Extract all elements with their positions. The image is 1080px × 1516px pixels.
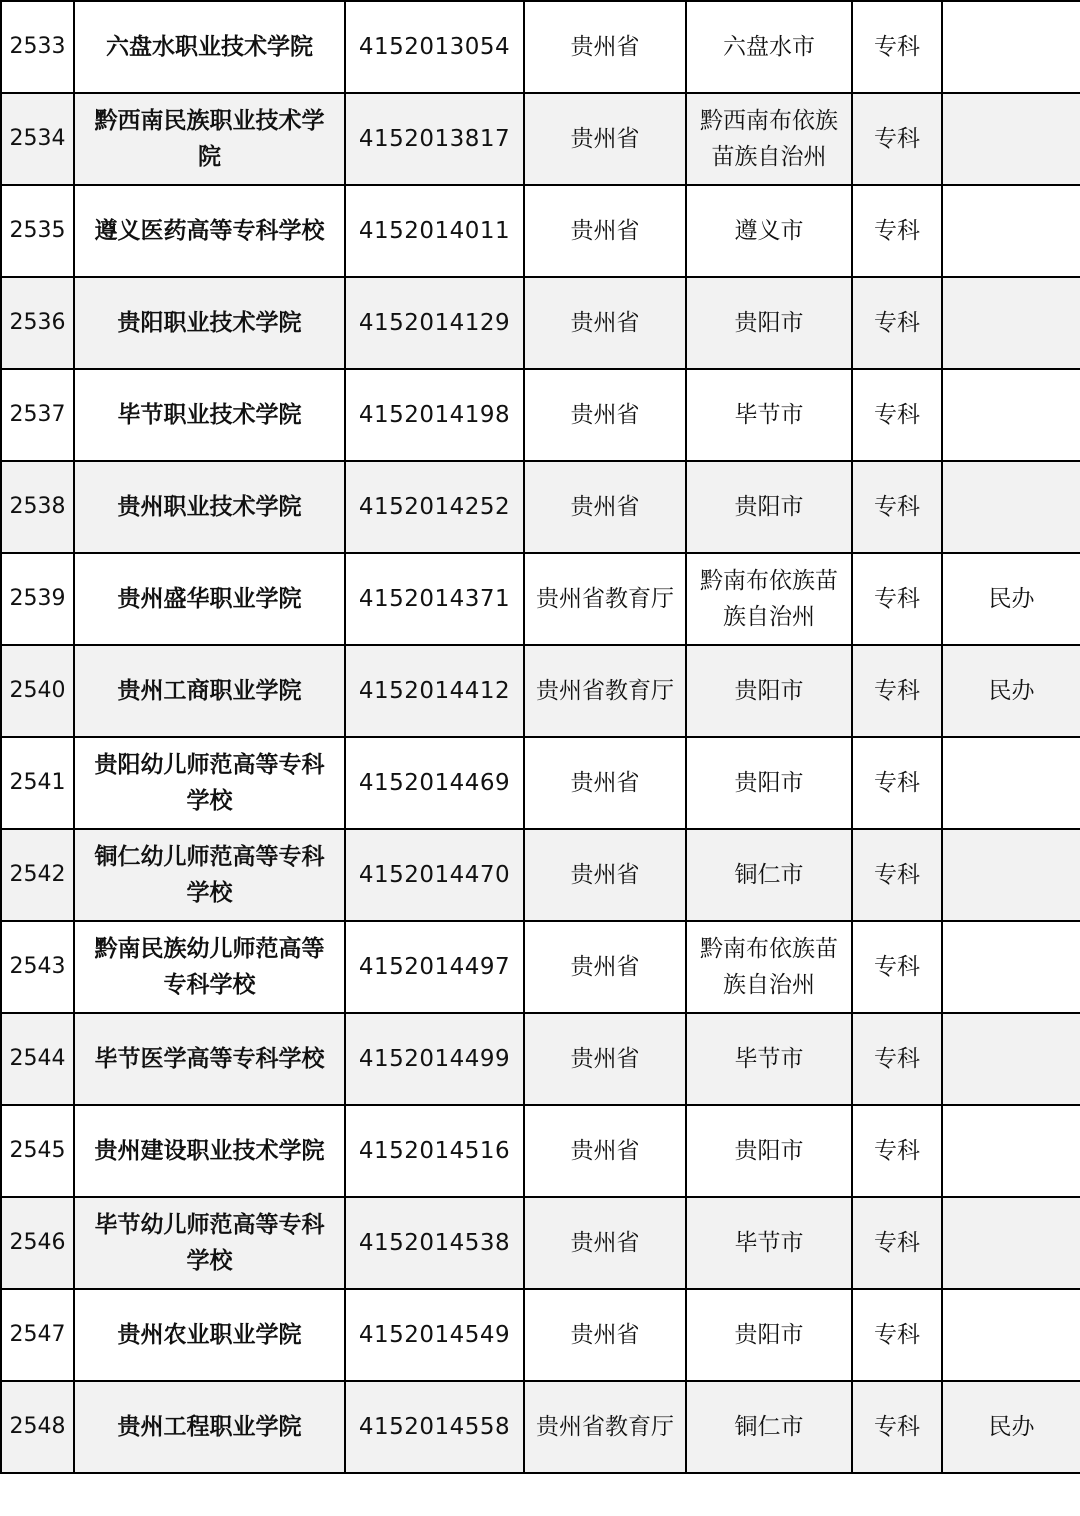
- school-code-cell: 4152014558: [345, 1381, 524, 1473]
- education-level-cell: 专科: [852, 553, 942, 645]
- school-name-cell: 贵州职业技术学院: [74, 461, 345, 553]
- remarks-cell: [942, 1197, 1080, 1289]
- school-code-cell: 4152014011: [345, 185, 524, 277]
- education-level-cell: 专科: [852, 829, 942, 921]
- school-name-cell: 六盘水职业技术学院: [74, 1, 345, 93]
- location-cell: 贵阳市: [686, 461, 852, 553]
- row-number-cell: 2537: [1, 369, 74, 461]
- authority-cell: 贵州省: [524, 185, 686, 277]
- location-cell: 遵义市: [686, 185, 852, 277]
- education-level-cell: 专科: [852, 93, 942, 185]
- school-name-cell: 黔南民族幼儿师范高等专科学校: [74, 921, 345, 1013]
- education-level-cell: 专科: [852, 461, 942, 553]
- table-row: [1, 737, 1080, 829]
- remarks-cell: [942, 185, 1080, 277]
- school-code-cell: 4152014129: [345, 277, 524, 369]
- location-cell: 铜仁市: [686, 829, 852, 921]
- row-number-cell: 2542: [1, 829, 74, 921]
- remarks-cell: 民办: [942, 1381, 1080, 1473]
- remarks-cell: [942, 369, 1080, 461]
- location-cell: 毕节市: [686, 1013, 852, 1105]
- location-cell: 毕节市: [686, 369, 852, 461]
- location-cell: 黔南布依族苗族自治州: [686, 553, 852, 645]
- school-name-cell: 贵州盛华职业学院: [74, 553, 345, 645]
- school-code-cell: 4152014412: [345, 645, 524, 737]
- row-number-cell: 2533: [1, 1, 74, 93]
- remarks-cell: [942, 277, 1080, 369]
- education-level-cell: 专科: [852, 1197, 942, 1289]
- school-code-cell: 4152014497: [345, 921, 524, 1013]
- school-code-cell: 4152014538: [345, 1197, 524, 1289]
- authority-cell: 贵州省: [524, 1197, 686, 1289]
- remarks-cell: [942, 1, 1080, 93]
- table-row: [1, 93, 1080, 185]
- school-name-cell: 贵州工商职业学院: [74, 645, 345, 737]
- location-cell: 贵阳市: [686, 277, 852, 369]
- school-code-cell: 4152014549: [345, 1289, 524, 1381]
- remarks-cell: [942, 921, 1080, 1013]
- table-row: [1, 185, 1080, 277]
- authority-cell: 贵州省: [524, 369, 686, 461]
- location-cell: 六盘水市: [686, 1, 852, 93]
- remarks-cell: [942, 1289, 1080, 1381]
- school-code-cell: 4152013054: [345, 1, 524, 93]
- row-number-cell: 2545: [1, 1105, 74, 1197]
- table-row: [1, 277, 1080, 369]
- school-name-cell: 贵州工程职业学院: [74, 1381, 345, 1473]
- education-level-cell: 专科: [852, 645, 942, 737]
- location-cell: 贵阳市: [686, 1289, 852, 1381]
- school-name-cell: 毕节幼儿师范高等专科学校: [74, 1197, 345, 1289]
- row-number-cell: 2541: [1, 737, 74, 829]
- table-row: [1, 1197, 1080, 1289]
- education-level-cell: 专科: [852, 1013, 942, 1105]
- school-name-cell: 毕节职业技术学院: [74, 369, 345, 461]
- authority-cell: 贵州省: [524, 921, 686, 1013]
- row-number-cell: 2540: [1, 645, 74, 737]
- remarks-cell: 民办: [942, 645, 1080, 737]
- school-code-cell: 4152013817: [345, 93, 524, 185]
- authority-cell: 贵州省: [524, 1, 686, 93]
- education-level-cell: 专科: [852, 1105, 942, 1197]
- table-row: [1, 553, 1080, 645]
- table-row: [1, 369, 1080, 461]
- table-row: [1, 1105, 1080, 1197]
- table-row: [1, 1013, 1080, 1105]
- remarks-cell: [942, 93, 1080, 185]
- table-row: [1, 645, 1080, 737]
- authority-cell: 贵州省: [524, 93, 686, 185]
- table-row: [1, 1289, 1080, 1381]
- authority-cell: 贵州省: [524, 277, 686, 369]
- school-code-cell: 4152014252: [345, 461, 524, 553]
- row-number-cell: 2536: [1, 277, 74, 369]
- authority-cell: 贵州省教育厅: [524, 553, 686, 645]
- authority-cell: 贵州省: [524, 1289, 686, 1381]
- authority-cell: 贵州省教育厅: [524, 1381, 686, 1473]
- school-code-cell: 4152014470: [345, 829, 524, 921]
- table-row: [1, 1, 1080, 93]
- authority-cell: 贵州省教育厅: [524, 645, 686, 737]
- location-cell: 贵阳市: [686, 737, 852, 829]
- education-level-cell: 专科: [852, 1289, 942, 1381]
- remarks-cell: [942, 461, 1080, 553]
- authority-cell: 贵州省: [524, 461, 686, 553]
- table-row: [1, 1381, 1080, 1473]
- education-level-cell: 专科: [852, 369, 942, 461]
- location-cell: 贵阳市: [686, 1105, 852, 1197]
- row-number-cell: 2535: [1, 185, 74, 277]
- school-name-cell: 黔西南民族职业技术学院: [74, 93, 345, 185]
- education-level-cell: 专科: [852, 1, 942, 93]
- row-number-cell: 2547: [1, 1289, 74, 1381]
- school-name-cell: 贵州农业职业学院: [74, 1289, 345, 1381]
- row-number-cell: 2546: [1, 1197, 74, 1289]
- school-code-cell: 4152014469: [345, 737, 524, 829]
- school-name-cell: 贵州建设职业技术学院: [74, 1105, 345, 1197]
- location-cell: 黔西南布依族苗族自治州: [686, 93, 852, 185]
- table-body: [1, 1, 1080, 1473]
- education-level-cell: 专科: [852, 921, 942, 1013]
- remarks-cell: [942, 829, 1080, 921]
- table-row: [1, 829, 1080, 921]
- school-name-cell: 贵阳幼儿师范高等专科学校: [74, 737, 345, 829]
- school-name-cell: 毕节医学高等专科学校: [74, 1013, 345, 1105]
- location-cell: 贵阳市: [686, 645, 852, 737]
- table-row: [1, 461, 1080, 553]
- row-number-cell: 2548: [1, 1381, 74, 1473]
- school-code-cell: 4152014516: [345, 1105, 524, 1197]
- remarks-cell: [942, 1105, 1080, 1197]
- authority-cell: 贵州省: [524, 1105, 686, 1197]
- authority-cell: 贵州省: [524, 737, 686, 829]
- authority-cell: 贵州省: [524, 829, 686, 921]
- row-number-cell: 2544: [1, 1013, 74, 1105]
- school-code-cell: 4152014371: [345, 553, 524, 645]
- school-name-cell: 遵义医药高等专科学校: [74, 185, 345, 277]
- school-code-cell: 4152014499: [345, 1013, 524, 1105]
- education-level-cell: 专科: [852, 1381, 942, 1473]
- row-number-cell: 2534: [1, 93, 74, 185]
- location-cell: 毕节市: [686, 1197, 852, 1289]
- location-cell: 铜仁市: [686, 1381, 852, 1473]
- school-code-cell: 4152014198: [345, 369, 524, 461]
- education-level-cell: 专科: [852, 277, 942, 369]
- row-number-cell: 2543: [1, 921, 74, 1013]
- education-level-cell: 专科: [852, 737, 942, 829]
- authority-cell: 贵州省: [524, 1013, 686, 1105]
- row-number-cell: 2539: [1, 553, 74, 645]
- table-row: [1, 921, 1080, 1013]
- remarks-cell: [942, 737, 1080, 829]
- row-number-cell: 2538: [1, 461, 74, 553]
- location-cell: 黔南布依族苗族自治州: [686, 921, 852, 1013]
- school-name-cell: 贵阳职业技术学院: [74, 277, 345, 369]
- remarks-cell: [942, 1013, 1080, 1105]
- remarks-cell: 民办: [942, 553, 1080, 645]
- education-level-cell: 专科: [852, 185, 942, 277]
- school-name-cell: 铜仁幼儿师范高等专科学校: [74, 829, 345, 921]
